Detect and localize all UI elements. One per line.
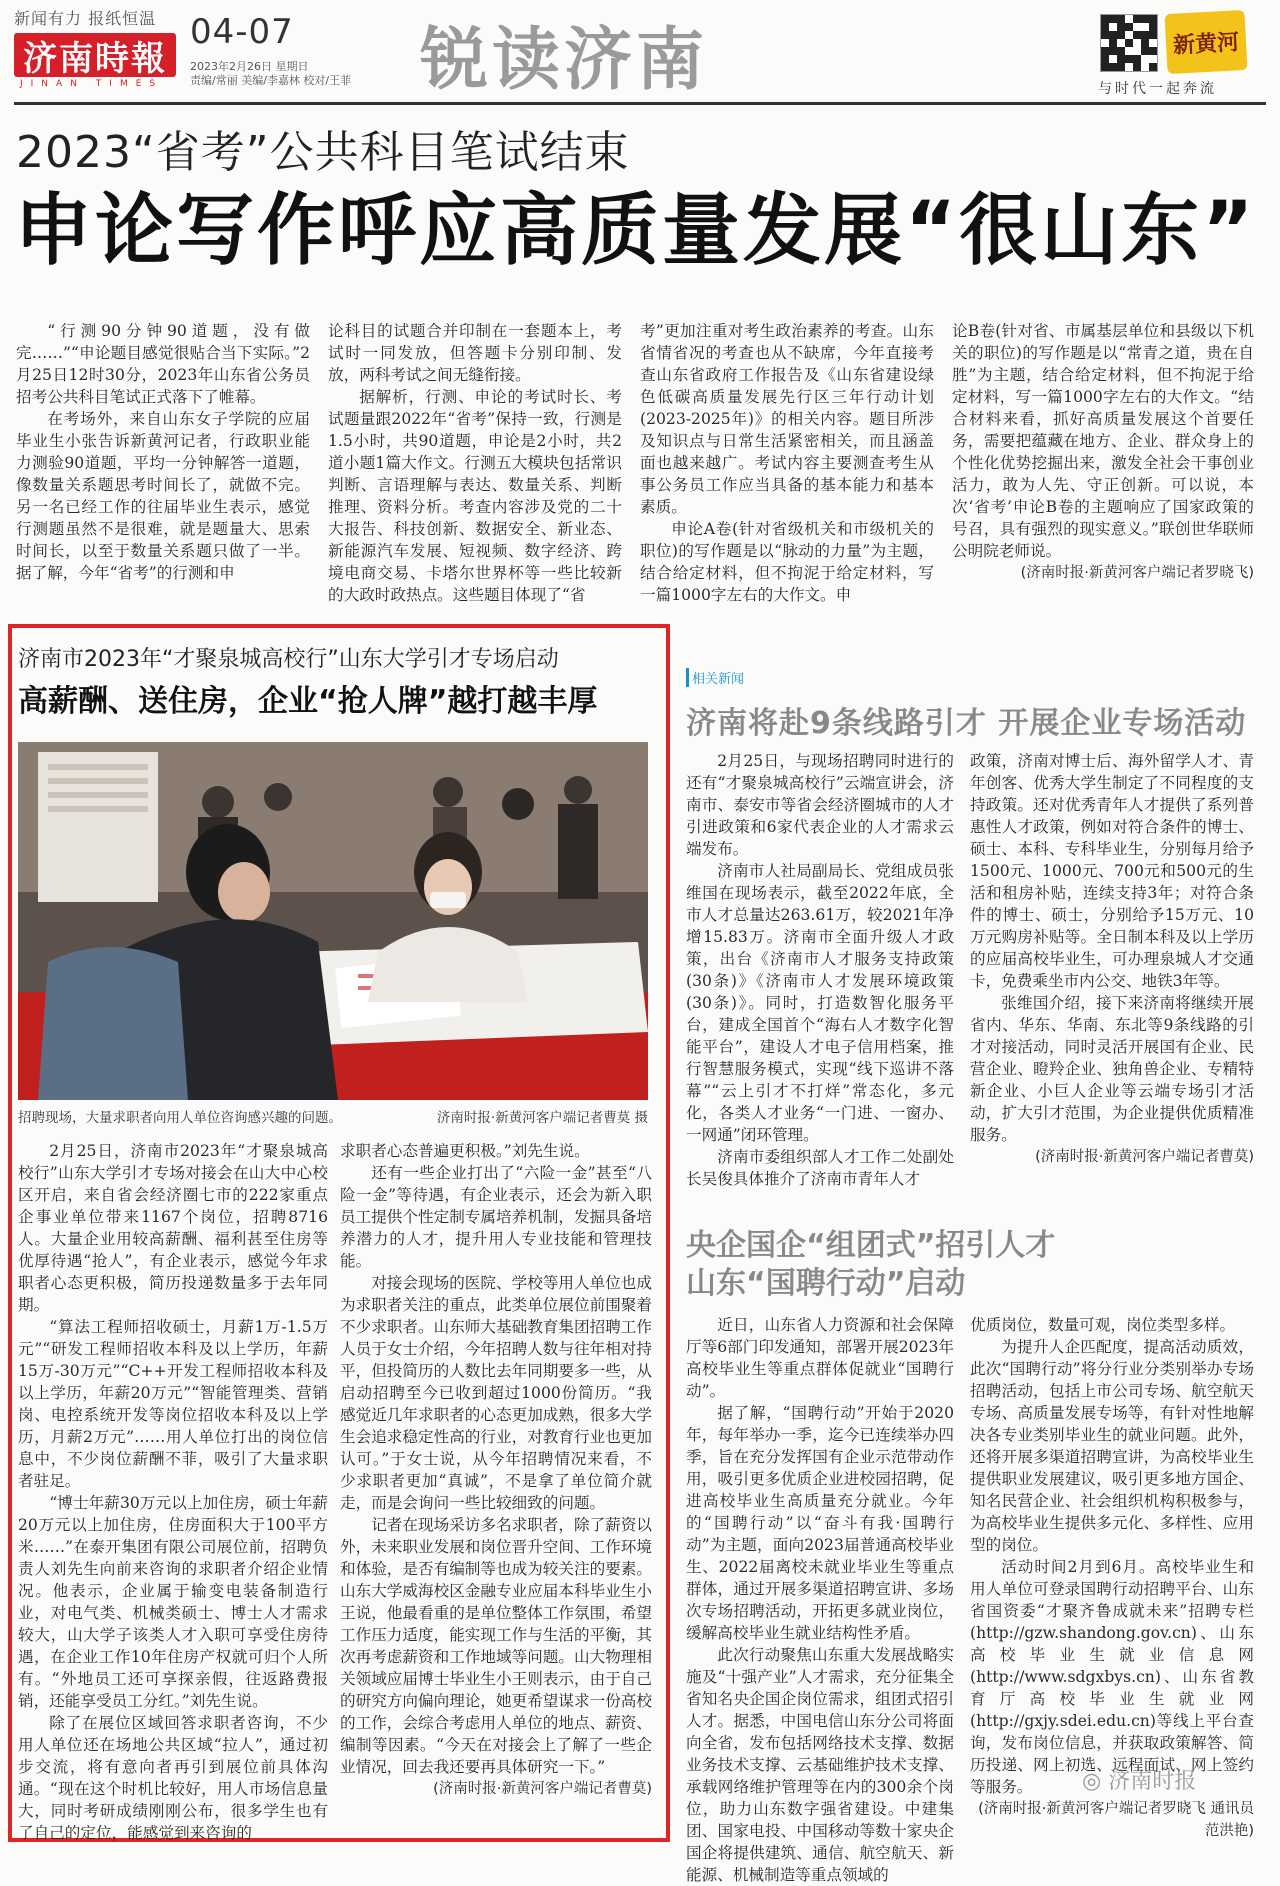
qr-module — [1149, 47, 1157, 55]
qr-module — [1141, 39, 1149, 47]
paragraph: 在考场外，来自山东女子学院的应届毕业生小张告诉新黄河记者，行政职业能力测验90道题，平均一分钟解答一道题，像数量关系题思考时间长了，就做不完。另一名已经工作的往届毕业生表示，感觉行测题虽然不是很难，就是题量大、思索时间长，以至于数量关系题只做了一半。据了解，今年“省考”的行测和申 — [16, 410, 310, 582]
job-fair-photo-illustration — [18, 742, 648, 1100]
brand-logo: 新黄河 — [1164, 10, 1247, 74]
qr-module — [1141, 47, 1149, 55]
paragraph: 论B卷(针对省、市属基层单位和县级以下机关的职位)的写作题是以“常青之道，贵在自胜”为主题，结合给定材料，但不拘泥于给定材料，写一篇1000字左右的大作文。“结合材料来看，抓好高质量发展这个首要任务，需要把蕴藏在地方、企业、群众身上的个性化优势挖掘出来，激发全社会干事创业活力，敢为人先、守正创新。可以说，本次‘省考’申论B卷的主题响应了国家政策的号召，具有强烈的现实意义。”联创世华联师公明院老师说。 — [952, 322, 1254, 560]
qr-module — [1149, 31, 1157, 39]
byline: (济南时报·新黄河客户端记者曹莫) — [433, 1781, 652, 1797]
qr-module — [1101, 47, 1109, 55]
qr-module — [1109, 31, 1117, 39]
lead-column-1 — [16, 320, 310, 612]
byline: (济南时报·新黄河客户端记者曹莫) — [1035, 1149, 1254, 1165]
related-story-1-title: 济南将赴9条线路引才 开展企业专场活动 — [686, 706, 1247, 741]
qr-module — [1109, 55, 1117, 63]
paragraph: 据解析，行测、申论的考试时长、考试题量跟2022年“省考”保持一致，行测是1.5小时，共90道题，申论是2小时，共2道小题1篇大作文。行测五大模块包括常识判断、言语理解与表达、数量关系、判断推理、资料分析。考查内容涉及党的二十大报告、科技创新、数据安全、新业态、新能源汽车发展、短视频、数字经济、跨境电商交易、卡塔尔世界杯等一些比较新的大政时政热点。这些题目体现了“省 — [328, 388, 622, 604]
paragraph: 据了解，“国聘行动”开始于2020年，每年举办一季，迄今已连续举办四季，旨在充分发挥国有企业示范带动作用，吸引更多优质企业进校园招聘，促进高校毕业生高质量充分就业。今年的“国聘行动”以“奋斗有我·国聘行动”为主题，面向2023届普通高校毕业生、2022届离校未就业毕业生等重点群体，通过开展多渠道招聘宣讲、多场次专场招聘活动，开拓更多就业岗位，缓解高校毕业生就业结构性矛盾。 — [686, 1404, 954, 1642]
qr-module — [1125, 39, 1133, 47]
related-story-1-column-2 — [970, 750, 1254, 1190]
qr-module — [1141, 15, 1149, 23]
related-story-1-column-1 — [686, 750, 954, 1190]
qr-module — [1109, 63, 1117, 71]
related-news-tag: 相关新闻 — [686, 668, 744, 687]
staff-credits: 责编/常丽 美编/李嘉林 校对/王菲 — [190, 74, 352, 87]
paragraph: “行测90分钟90道题，没有做完……”“申论题目感觉很贴合当下实际。”2月25日12时30分，2023年山东省公务员招考公共科目笔试正式落下了帷幕。 — [16, 322, 310, 406]
lead-kicker: 2023“省考”公共科目笔试结束 — [16, 127, 630, 178]
paragraph: 张维国介绍，接下来济南将继续开展省内、华东、华南、东北等9条线路的引才对接活动，同时灵活开展国有企业、民营企业、瞪羚企业、独角兽企业、专精特新企业、小巨人企业等云端专场引才活动，扩大引才范围，为企业提供优质精准服务。 — [970, 994, 1254, 1144]
paragraph: 还有一些企业打出了“六险一金”甚至“八险一金”等待遇，有企业表示，还会为新入职员工提供个性定制专属培养机制，发掘具备培养潜力的人才，提升用人专业技能和管理技能。 — [340, 1164, 652, 1270]
qr-module — [1125, 23, 1133, 31]
brand-tagline: 与时代一起奔流 — [1098, 81, 1217, 97]
qr-module — [1141, 23, 1149, 31]
qr-module — [1133, 63, 1141, 71]
photo-credit: 济南时报·新黄河客户端记者曹莫 摄 — [436, 1110, 648, 1126]
masthead-slogan: 新闻有力 报纸恒温 — [14, 9, 157, 28]
qr-module — [1101, 31, 1109, 39]
paragraph: 2月25日，与现场招聘同时进行的还有“才聚泉城高校行”云端宣讲会，济南市、泰安市等省会经济圈城市的人才引进政策和6家代表企业的人才需求云端发布。 — [686, 752, 954, 858]
qr-module — [1125, 63, 1133, 71]
qr-code-icon — [1100, 14, 1158, 72]
feature-kicker: 济南市2023年“才聚泉城高校行”山东大学引才专场启动 — [18, 647, 559, 672]
lead-column-4 — [952, 320, 1254, 612]
wechat-watermark — [1082, 1764, 1196, 1795]
qr-module — [1141, 31, 1149, 39]
qr-module — [1149, 39, 1157, 47]
qr-module — [1141, 55, 1149, 63]
qr-module — [1117, 23, 1125, 31]
qr-module — [1101, 55, 1109, 63]
masthead-logo — [14, 6, 184, 89]
paragraph: 为提升人企匹配度，提高活动质效，此次“国聘行动”将分行业分类别举办专场招聘活动，包括上市公司专场、航空航天专场、高质量发展专场等，有针对性地解决各专业类别毕业生的就业问题。此外，还将开展多渠道招聘宣讲，为高校毕业生提供职业发展建议，吸引更多地方国企、知名民营企业、社会组织机构积极参与，为高校毕业生提供多元化、多样性、应用型的岗位。 — [970, 1338, 1254, 1554]
paragraph: 优质岗位，数量可观，岗位类型多样。 — [970, 1316, 1236, 1334]
related-story-2-column-1 — [686, 1314, 954, 1884]
paragraph: 2月25日，济南市2023年“才聚泉城高校行”山东大学引才专场对接会在山大中心校区开启，来自省会经济圈七市的222家重点企事业单位带来1167个岗位，招聘8716人。大量企业用较高薪酬、福利甚至住房等优厚待遇“抢人”，有企业表示，感觉今年求职者心态更积极，简历投递数量多于去年同期。 — [18, 1142, 328, 1314]
qr-module — [1117, 55, 1125, 63]
qr-module — [1109, 23, 1117, 31]
qr-module — [1133, 23, 1141, 31]
qr-module — [1149, 55, 1157, 63]
qr-module — [1133, 31, 1141, 39]
qr-module — [1133, 15, 1141, 23]
feature-column-1 — [18, 1140, 328, 1842]
qr-module — [1101, 23, 1109, 31]
feature-headline: 高薪酬、送住房，企业“抢人牌”越打越丰厚 — [18, 684, 598, 719]
qr-module — [1109, 15, 1117, 23]
qr-module — [1101, 15, 1109, 23]
related-story-2-title-line-1: 央企国企“组团式”招引人才 — [686, 1228, 1056, 1263]
newspaper-logo-en: JINAN TIMES — [20, 79, 164, 89]
byline: (济南时报·新黄河客户端记者罗晓飞 通讯员范洪艳) — [978, 1801, 1254, 1839]
paragraph: “算法工程师招收硕士，月薪1万-1.5万元”“研发工程师招收本科及以上学历，年薪15万-30万元”“C++开发工程师招收本科及以上学历，年薪20万元”“智能管理类、营销岗、电控系统开发等岗位招收本科及以上学历，月薪2万元”……用人单位打出的岗位信息中，不少岗位薪酬不菲，吸引了大量求职者驻足。 — [18, 1318, 328, 1490]
news-photo — [18, 742, 648, 1100]
qr-module — [1133, 55, 1141, 63]
lead-headline: 申论写作呼应高质量发展“很山东” — [14, 186, 1257, 276]
wechat-icon: ◎ — [1082, 1769, 1109, 1794]
section-title: 锐读济南 — [420, 21, 709, 100]
qr-module — [1125, 31, 1133, 39]
paragraph: 申论A卷(针对省级机关和市级机关的职位)的写作题是以“脉动的力量”为主题，结合给定材料，但不拘泥于给定材料，写一篇1000字左右的大作文。申 — [640, 520, 934, 604]
qr-module — [1109, 47, 1117, 55]
qr-module — [1117, 31, 1125, 39]
lead-column-2 — [328, 320, 622, 612]
paragraph: 考”更加注重对考生政治素养的考查。山东省情省况的考查也从不缺席，今年直接考查山东省政府工作报告及《山东省建设绿色低碳高质量发展先行区三年行动计划(2023-2025年)》的相关内容。题目所涉及知识点与日常生活紧密相关，而且涵盖面也越来越广。考试内容主要测查考生从事公务员工作应当具备的基本能力和基本素质。 — [640, 322, 934, 516]
qr-module — [1117, 63, 1125, 71]
qr-module — [1117, 47, 1125, 55]
paragraph: 记者在现场采访多名求职者，除了薪资以外，未来职业发展和岗位晋升空间、工作环境和体验，是否有编制等也成为较关注的要素。山东大学威海校区金融专业应届本科毕业生小王说，他最看重的是单位整体工作氛围，希望工作压力适度，能实现工作与生活的平衡，其次再考虑薪资和工作地域等问题。山大物理相关领域应届博士毕业生小王则表示，由于自己的研究方向偏向理论，她更希望谋求一份高校的工作，会综合考虑用人单位的地点、薪资、编制等因素。“今天在对接会上了解了一些企业情况，回去我还要再具体研究一下。” — [340, 1516, 652, 1776]
qr-module — [1149, 23, 1157, 31]
photo-caption-row — [18, 1106, 648, 1126]
qr-module — [1133, 47, 1141, 55]
qr-module — [1133, 39, 1141, 47]
paragraph: 活动时间2月到6月。高校毕业生和用人单位可登录国聘行动招聘平台、山东省国资委“才聚齐鲁成就未来”招聘专栏(http://gzw.shandong.gov.cn)、山东高校毕业生就业信息网(http://www.sdgxbys.cn)、山东省教育厅高校毕业生就业网(http://gxjy.sdei.edu.cn)等线上平台查询，发布岗位信息，并获取政策解答、简历投递、网上初选、远程面试、网上签约等服务。 — [970, 1558, 1254, 1796]
paragraph: 济南市人社局副局长、党组成员张维国在现场表示，截至2022年底，全市人才总量达263.61万，较2021年净增15.83万。济南市全面升级人才政策，出台《济南市人才服务支持政策(30条)》《济南市人才发展环境政策(30条)》。同时，打造数智化服务平台，建成全国首个“海右人才数字化智能平台”，建设人才电子信用档案，推行智慧服务模式，实现“线下巡讲不落幕”“云上引才不打烊”常态化，多元化，各类人才业务“一门进、一窗办、一网通”闭环管理。 — [686, 862, 954, 1144]
watermark-text: 济南时报 — [1108, 1769, 1197, 1794]
qr-module — [1125, 15, 1133, 23]
qr-module — [1125, 55, 1133, 63]
qr-module — [1101, 63, 1109, 71]
qr-module — [1125, 47, 1133, 55]
paragraph: “博士年薪30万元以上加住房，硕士年薪20万元以上加住房，住房面积大于100平方米……”在泰开集团有限公司展位前，招聘负责人刘先生向前来咨询的求职者介绍企业情况。他表示，企业属于输变电装备制造行业，对电气类、机械类硕士、博士人才需求较大，山大学子该类人才入职可享受住房待遇，在企业工作10年住房产权就可归个人所有。“外地员工还可享探亲假，往返路费报销，还能享受员工分红。”刘先生说。 — [18, 1494, 328, 1710]
lead-column-3 — [640, 320, 934, 612]
paragraph: 除了在展位区域回答求职者咨询，不少用人单位还在场地公共区域“拉人”，通过初步交流，将有意向者再引到展位前具体沟通。“现在这个时机比较好，用人市场信息量大，同时考研成绩刚刚公布，很多学生也有了自己的定位，能感觉到来咨询的 — [18, 1714, 328, 1842]
qr-module — [1117, 39, 1125, 47]
page-date: 04-07 — [190, 12, 294, 52]
related-story-2-column-2 — [970, 1314, 1254, 1840]
qr-module — [1141, 63, 1149, 71]
paragraph: 近日，山东省人力资源和社会保障厅等6部门印发通知，部署开展2023年高校毕业生等重点群体促就业“国聘行动”。 — [686, 1316, 954, 1400]
paragraph: 求职者心态普遍更积极。”刘先生说。 — [340, 1142, 590, 1160]
related-story-2-title-line-2: 山东“国聘行动”启动 — [686, 1266, 966, 1301]
dateline — [190, 60, 351, 88]
byline: (济南时报·新黄河客户端记者罗晓飞) — [1020, 565, 1254, 581]
qr-module — [1117, 15, 1125, 23]
qr-module — [1101, 39, 1109, 47]
feature-column-2 — [340, 1140, 652, 1838]
newspaper-logo: 济南時報 — [14, 33, 176, 77]
paragraph: 政策，济南对博士后、海外留学人才、青年创客、优秀大学生制定了不同程度的支持政策。还对优秀青年人才提供了系列普惠性人才政策，例如对符合条件的博士、硕士、本科、专科毕业生，分别每月给予1500元、1000元、700元和500元的生活和租房补贴，连续支持3年；对符合条件的博士、硕士，分别给予15万元、10万元购房补贴等。全日制本科及以上学历的应届高校毕业生，可办理泉城人才交通卡，免费乘坐市内公交、地铁3年等。 — [970, 752, 1254, 990]
issue-date: 2023年2月26日 星期日 — [190, 60, 309, 73]
qr-module — [1109, 39, 1117, 47]
qr-module — [1149, 15, 1157, 23]
masthead-divider — [14, 102, 1266, 105]
qr-module — [1149, 63, 1157, 71]
paragraph: 对接会现场的医院、学校等用人单位也成为求职者关注的重点，此类单位展位前围聚着不少求职者。山东师大基础教育集团招聘工作人员于女士介绍，今年招聘人数与往年相对持平，但投简历的人数比去年同期要多一些，从启动招聘至今已收到超过1000份简历。“我感觉近几年求职者的心态更加成熟，很多大学生会追求稳定性高的行业，对教育行业也更加认可。”于女士说，从今年招聘情况来看，不少求职者更加“真诚”，不是拿了单位简介就走，而是会询问一些比较细致的问题。 — [340, 1274, 652, 1512]
photo-caption: 招聘现场，大量求职者向用人单位咨询感兴趣的问题。 — [18, 1110, 342, 1126]
paragraph: 济南市委组织部人才工作二处副处长吴俊具体推介了济南市青年人才 — [686, 1148, 954, 1188]
paragraph: 论科目的试题合并印制在一套题本上，考试时一同发放，但答题卡分别印制、发放，两科考试之间无缝衔接。 — [328, 322, 622, 384]
paragraph: 此次行动聚焦山东重大发展战略实施及“十强产业”人才需求，充分征集全省知名央企国企岗位需求，组团式招引人才。据悉，中国电信山东分公司将面向全省，发布包括网络技术支撑、数据业务技术支撑、云基础维护技术支撑、承载网络维护管理等在内的300余个岗位，助力山东数字强省建设。中建集团、国家电投、中国移动等数十家央企国企将提供建筑、通信、航空航天、新能源、机械制造等重点领域的 — [686, 1646, 954, 1884]
